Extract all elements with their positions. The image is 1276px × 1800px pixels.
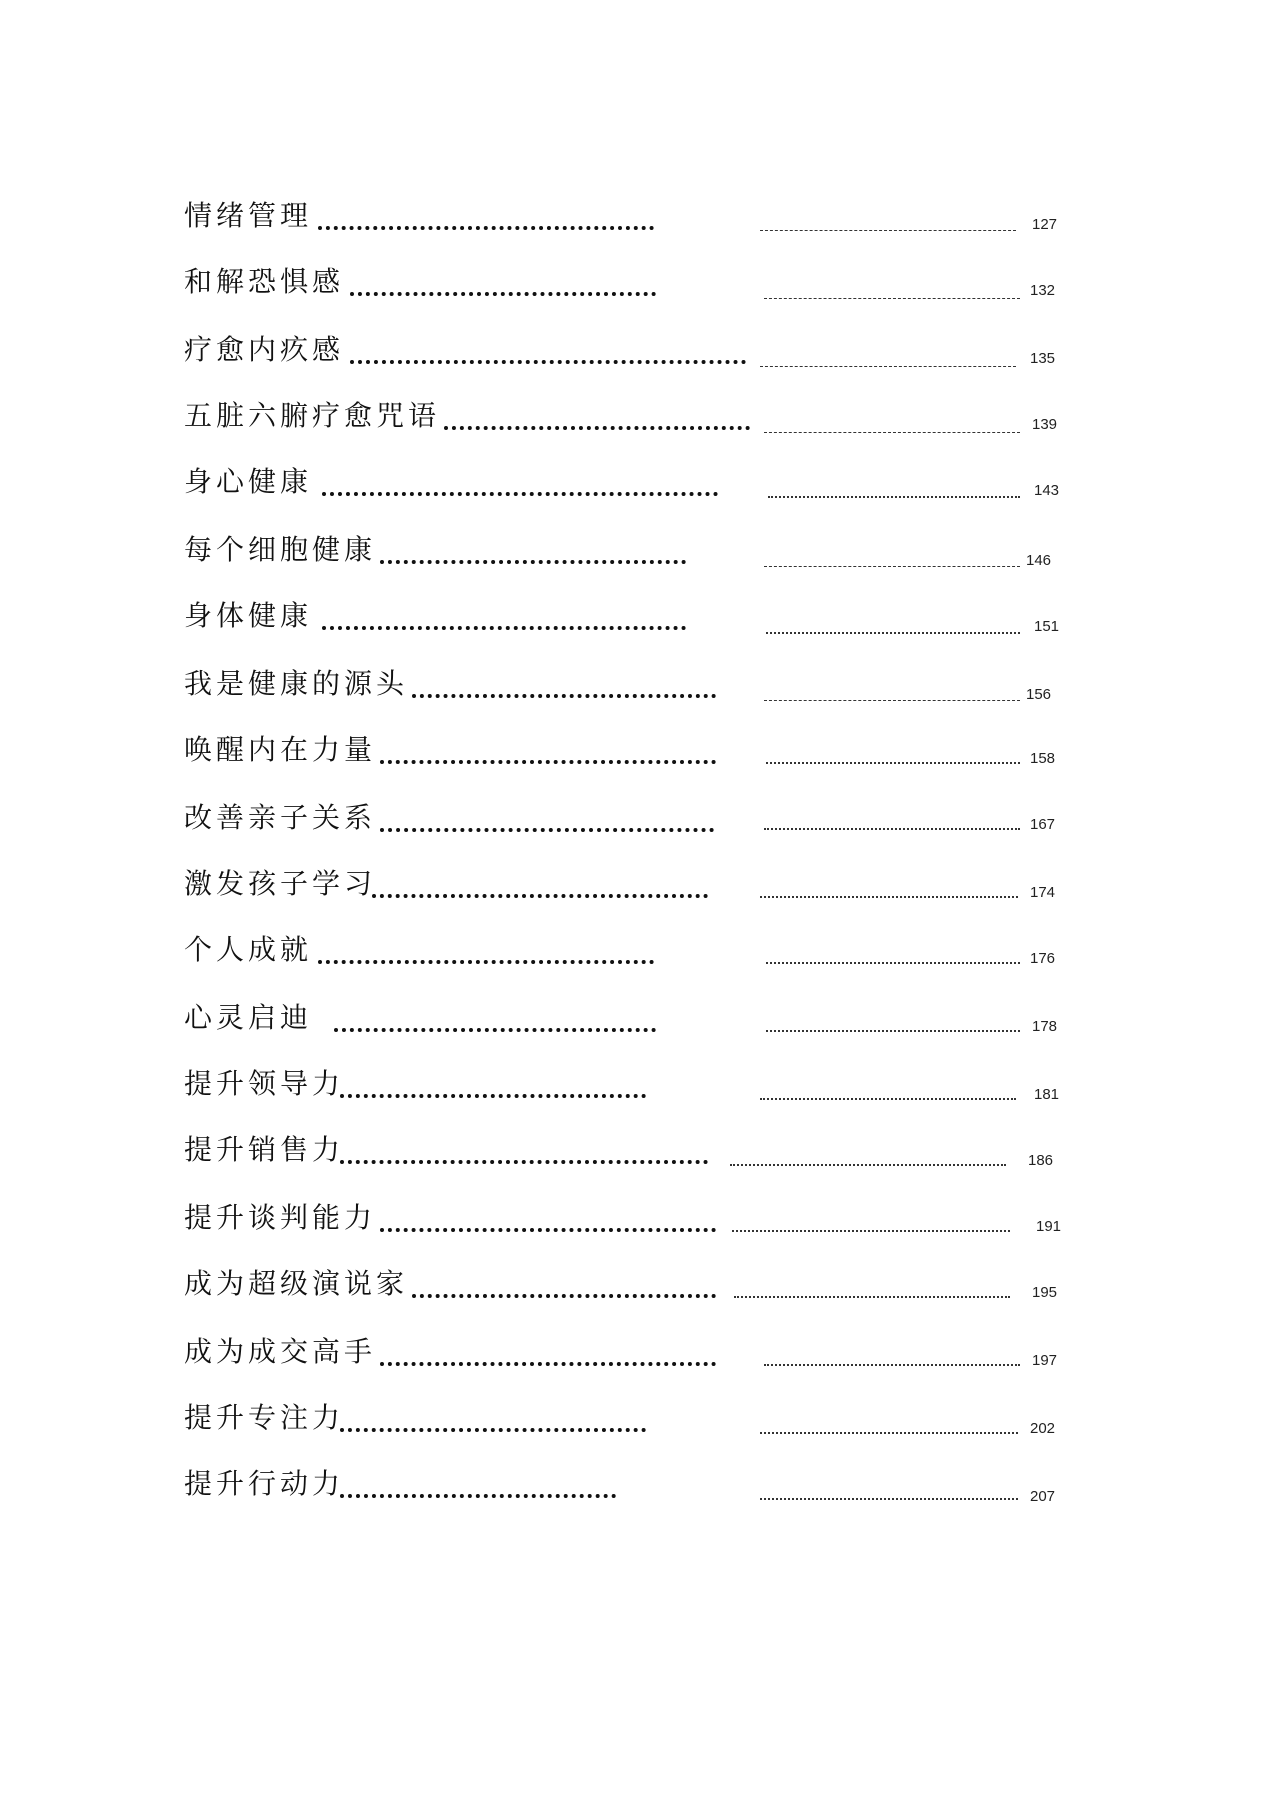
title-dot-leader <box>318 226 654 230</box>
toc-entry-page: 158 <box>1030 750 1056 767</box>
toc-entry <box>0 1398 1276 1448</box>
title-dot-leader <box>380 1228 716 1232</box>
toc-entry <box>0 664 1276 714</box>
title-dot-leader <box>340 1428 646 1432</box>
title-dot-leader <box>380 560 686 564</box>
page-dot-leader <box>764 828 1020 830</box>
toc-entry-title: 身体健康 <box>184 599 313 632</box>
toc-entry-title: 唤醒内在力量 <box>184 733 377 766</box>
toc-entry-page: 146 <box>1026 552 1052 569</box>
title-dot-leader <box>412 1294 716 1298</box>
toc-entry-page: 181 <box>1034 1086 1060 1103</box>
page-dot-leader <box>760 1498 1018 1500</box>
page-dot-leader <box>734 1296 1010 1298</box>
toc-entry-title: 提升谈判能力 <box>184 1201 377 1234</box>
toc-entry-title: 和解恐惧感 <box>184 265 345 298</box>
page-dot-leader <box>766 962 1020 964</box>
page-dot-leader <box>766 632 1020 634</box>
toc-entry-title: 成为超级演说家 <box>184 1267 409 1300</box>
page-dot-leader <box>760 896 1018 898</box>
toc-entry <box>0 798 1276 848</box>
title-dot-leader <box>380 828 714 832</box>
toc-entry-title: 身心健康 <box>184 465 313 498</box>
toc-entry-title: 情绪管理 <box>184 199 313 232</box>
toc-entry-title: 每个细胞健康 <box>184 533 377 566</box>
toc-entry-page: 197 <box>1032 1352 1058 1369</box>
toc-entry-page: 186 <box>1028 1152 1054 1169</box>
toc-entry-page: 135 <box>1030 350 1056 367</box>
toc-entry-title: 提升专注力 <box>184 1401 345 1434</box>
toc-entry-page: 207 <box>1030 1488 1056 1505</box>
title-dot-leader <box>322 626 686 630</box>
toc-entry <box>0 1130 1276 1180</box>
page-dot-leader <box>764 1364 1020 1366</box>
toc-entry-page: 178 <box>1032 1018 1058 1035</box>
page-dash-leader <box>760 230 1016 231</box>
page-dot-leader <box>766 1030 1020 1032</box>
toc-entry-page: 176 <box>1030 950 1056 967</box>
title-dot-leader <box>412 694 716 698</box>
toc-entry-page: 139 <box>1032 416 1058 433</box>
title-dot-leader <box>318 960 654 964</box>
title-dot-leader <box>322 492 718 496</box>
toc-entry-title: 激发孩子学习 <box>184 867 377 900</box>
page-dot-leader <box>760 1432 1018 1434</box>
title-dot-leader <box>340 1094 646 1098</box>
toc-entry-page: 132 <box>1030 282 1056 299</box>
page-dot-leader <box>766 762 1020 764</box>
title-dot-leader <box>380 760 716 764</box>
toc-entry-title: 提升销售力 <box>184 1133 345 1166</box>
toc-entry <box>0 196 1276 246</box>
page-dash-leader <box>764 298 1020 299</box>
toc-entry <box>0 1264 1276 1314</box>
toc-entry <box>0 930 1276 980</box>
toc-entry-title: 改善亲子关系 <box>184 801 377 834</box>
title-dot-leader <box>340 1494 616 1498</box>
toc-entry-page: 156 <box>1026 686 1052 703</box>
toc-entry <box>0 1332 1276 1382</box>
toc-entry <box>0 596 1276 646</box>
toc-entry-page: 174 <box>1030 884 1056 901</box>
title-dot-leader <box>444 426 750 430</box>
page-dot-leader <box>760 1098 1016 1100</box>
toc-entry-page: 127 <box>1032 216 1058 233</box>
toc-entry <box>0 730 1276 780</box>
toc-entry-page: 202 <box>1030 1420 1056 1437</box>
title-dot-leader <box>372 894 708 898</box>
page-dot-leader <box>730 1164 1006 1166</box>
title-dot-leader <box>350 292 656 296</box>
toc-entry-title: 五脏六腑疗愈咒语 <box>184 399 441 432</box>
toc-entry <box>0 1464 1276 1514</box>
toc-entry <box>0 262 1276 312</box>
toc-entry-title: 提升行动力 <box>184 1467 345 1500</box>
page-dash-leader <box>764 566 1020 567</box>
toc-entry <box>0 462 1276 512</box>
toc-entry <box>0 396 1276 446</box>
toc-entry-title: 个人成就 <box>184 933 313 966</box>
toc-entry-page: 167 <box>1030 816 1056 833</box>
toc-entry <box>0 998 1276 1048</box>
page-dash-leader <box>760 366 1016 367</box>
title-dot-leader <box>380 1362 716 1366</box>
page-dot-leader <box>732 1230 1010 1232</box>
toc-entry <box>0 330 1276 380</box>
toc-entry <box>0 864 1276 914</box>
title-dot-leader <box>334 1028 656 1032</box>
title-dot-leader <box>350 360 746 364</box>
toc-entry-page: 151 <box>1034 618 1060 635</box>
toc-entry-title: 提升领导力 <box>184 1067 345 1100</box>
toc-entry <box>0 1064 1276 1114</box>
toc-entry-title: 疗愈内疚感 <box>184 333 345 366</box>
toc-entry-title: 我是健康的源头 <box>184 667 409 700</box>
toc-entry <box>0 1198 1276 1248</box>
toc-entry-page: 195 <box>1032 1284 1058 1301</box>
toc-entry-page: 191 <box>1036 1218 1062 1235</box>
toc-entry-title: 成为成交高手 <box>184 1335 377 1368</box>
toc-entry <box>0 530 1276 580</box>
page-dash-leader <box>764 700 1020 701</box>
page-dot-leader <box>768 496 1020 498</box>
title-dot-leader <box>340 1160 708 1164</box>
toc-entry-title: 心灵启迪 <box>184 1001 313 1034</box>
toc-entry-page: 143 <box>1034 482 1060 499</box>
page-dash-leader <box>764 432 1020 433</box>
